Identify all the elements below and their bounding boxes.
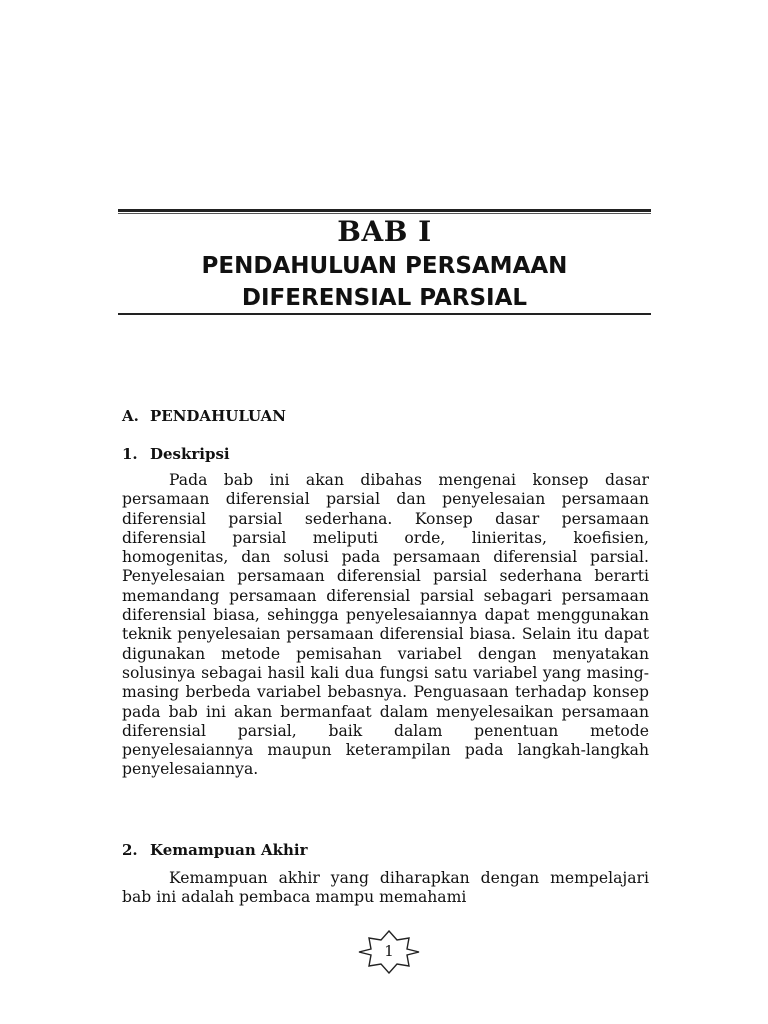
subsection-label: 1. xyxy=(122,445,138,463)
chapter-heading xyxy=(118,214,651,314)
section-heading-a xyxy=(122,406,286,426)
subsection-heading-1 xyxy=(122,444,230,464)
page-number-badge xyxy=(357,930,421,974)
chapter-title-line-1: PENDAHULUAN PERSAMAAN xyxy=(201,253,568,279)
section-label: A. xyxy=(122,407,139,425)
section-title: PENDAHULUAN xyxy=(150,407,287,425)
subsection-heading-2 xyxy=(122,840,308,860)
subsection-title: Deskripsi xyxy=(150,445,230,463)
chapter-top-rule-thick xyxy=(118,209,651,212)
page-number: 1 xyxy=(384,942,394,960)
chapter-title-line-2: DIFERENSIAL PARSIAL xyxy=(241,285,528,311)
chapter-number: BAB I xyxy=(337,215,432,248)
chapter-bottom-rule xyxy=(118,313,651,315)
description-paragraph: Pada bab ini akan dibahas mengenai konsep dasar persamaan diferensial parsial dan penyelesaian persamaan diferensial parsial sederhana. Konsep dasar persamaan diferensial parsial meliputi orde, linieritas, koefisien, homogenitas, dan solusi pada persamaan diferensial parsial. Penyelesaian persamaan diferensial parsial sederhana berarti memandang persamaan diferensial parsial sebagari persamaan diferensial biasa, sehingga penyelesaiannya dapat menggunakan teknik penyelesaian persamaan diferensial biasa. Selain itu dapat digunakan metode pemisahan variabel dengan menyatakan solusinya sebagai hasil kali dua fungsi satu variabel yang masing-masing berbeda variabel bebasnya. Penguasaan terhadap konsep pada bab ini akan bermanfaat dalam menyelesaikan persamaan diferensial parsial, baik dalam penentuan metode penyelesaiannya maupun keterampilan pada langkah-langkah penyelesaiannya. xyxy=(122,471,649,779)
subsection-label: 2. xyxy=(122,841,138,859)
subsection-title: Kemampuan Akhir xyxy=(150,841,308,859)
final-ability-paragraph: Kemampuan akhir yang diharapkan dengan mempelajari bab ini adalah pembaca mampu memahami xyxy=(122,869,649,907)
